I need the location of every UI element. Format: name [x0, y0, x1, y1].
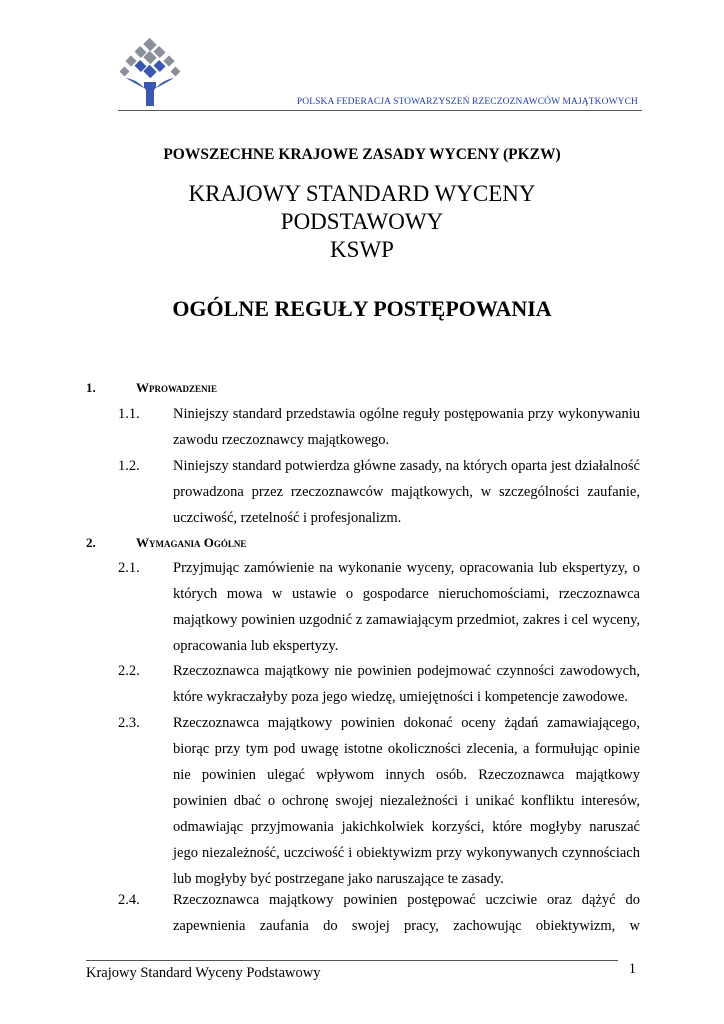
paragraph-number: 1.1. — [118, 406, 140, 422]
section-number: 2. — [86, 535, 96, 550]
footer-doc-title: Krajowy Standard Wyceny Podstawowy — [86, 965, 321, 981]
standard-title — [84, 180, 640, 264]
paragraph-text: Niniejszy standard potwierdza główne zasady, na których oparta jest działalność prowadzona przez rzeczoznawców majątkowych, w szczególności zaufanie, uczciwość, rzetelność i profesjonalizm. — [173, 458, 640, 526]
paragraph — [118, 710, 640, 892]
paragraph — [118, 887, 640, 939]
standard-title-line1: KRAJOWY STANDARD WYCENY — [188, 181, 536, 206]
section-title: Wprowadzenie — [136, 380, 218, 395]
federation-logo — [118, 38, 182, 106]
standard-title-line2: PODSTAWOWY — [280, 209, 444, 234]
paragraph-number: 1.2. — [118, 458, 140, 474]
paragraph-number: 2.4. — [118, 892, 140, 908]
paragraph — [118, 658, 640, 710]
paragraph — [118, 401, 640, 453]
footer-divider — [86, 960, 618, 961]
section-number: 1. — [86, 380, 96, 395]
header-divider — [118, 110, 642, 111]
pkzw-title: POWSZECHNE KRAJOWE ZASADY WYCENY (PKZW) — [163, 146, 561, 163]
paragraph-text: Rzeczoznawca majątkowy powinien dokonać oceny żądań zamawiającego, biorąc przy tym pod uwagę istotne okoliczności zlecenia, a formułując opinie nie powinien ulegać wpływom innych osób. Rzeczoznawca majątkowy powinien dbać o ochronę swojej niezależności i unikać konfliktu interesów, odmawiając przyjmowania jakichkolwiek korzyści, które mogłyby naruszać jego niezależność, uczciwość i obiektywizm przy wykonywanych czynnościach lub mogłyby być postrzegane jako naruszające te zasady. — [173, 715, 640, 887]
rules-title: OGÓLNE REGUŁY POSTĘPOWANIA — [172, 296, 552, 321]
paragraph-number: 2.2. — [118, 663, 140, 679]
paragraph-text: Przyjmując zamówienie na wykonanie wyceny, opracowania lub ekspertyzy, o których mowa w ustawie o gospodarce nieruchomościami, rzeczoznawca majątkowy powinien uzgodnić z zamawiającym przedmiot, zakres i cel wyceny, opracowania lub ekspertyzy. — [173, 560, 640, 654]
paragraph-number: 2.3. — [118, 715, 140, 731]
section-title: Wymagania Ogólne — [136, 535, 247, 550]
page-number: 1 — [628, 961, 636, 977]
header-org-name: POLSKA FEDERACJA STOWARZYSZEŃ RZECZOZNAWCÓW MAJĄTKOWYCH — [296, 97, 638, 107]
standard-title-line3: KSWP — [330, 237, 394, 262]
paragraph — [118, 555, 640, 659]
paragraph-number: 2.1. — [118, 560, 140, 576]
paragraph-text: Rzeczoznawca majątkowy nie powinien podejmować czynności zawodowych, które wykraczałyby poza jego wiedzę, umiejętności i kompetencje zawodowe. — [173, 663, 640, 705]
paragraph-text: Niniejszy standard przedstawia ogólne reguły postępowania przy wykonywaniu zawodu rzeczoznawcy majątkowego. — [173, 406, 640, 448]
paragraph — [118, 453, 640, 531]
paragraph-text: Rzeczoznawca majątkowy powinien postępować uczciwie oraz dążyć do zapewnienia zaufania do swojej pracy, zachowując obiektywizm, w — [173, 892, 640, 934]
